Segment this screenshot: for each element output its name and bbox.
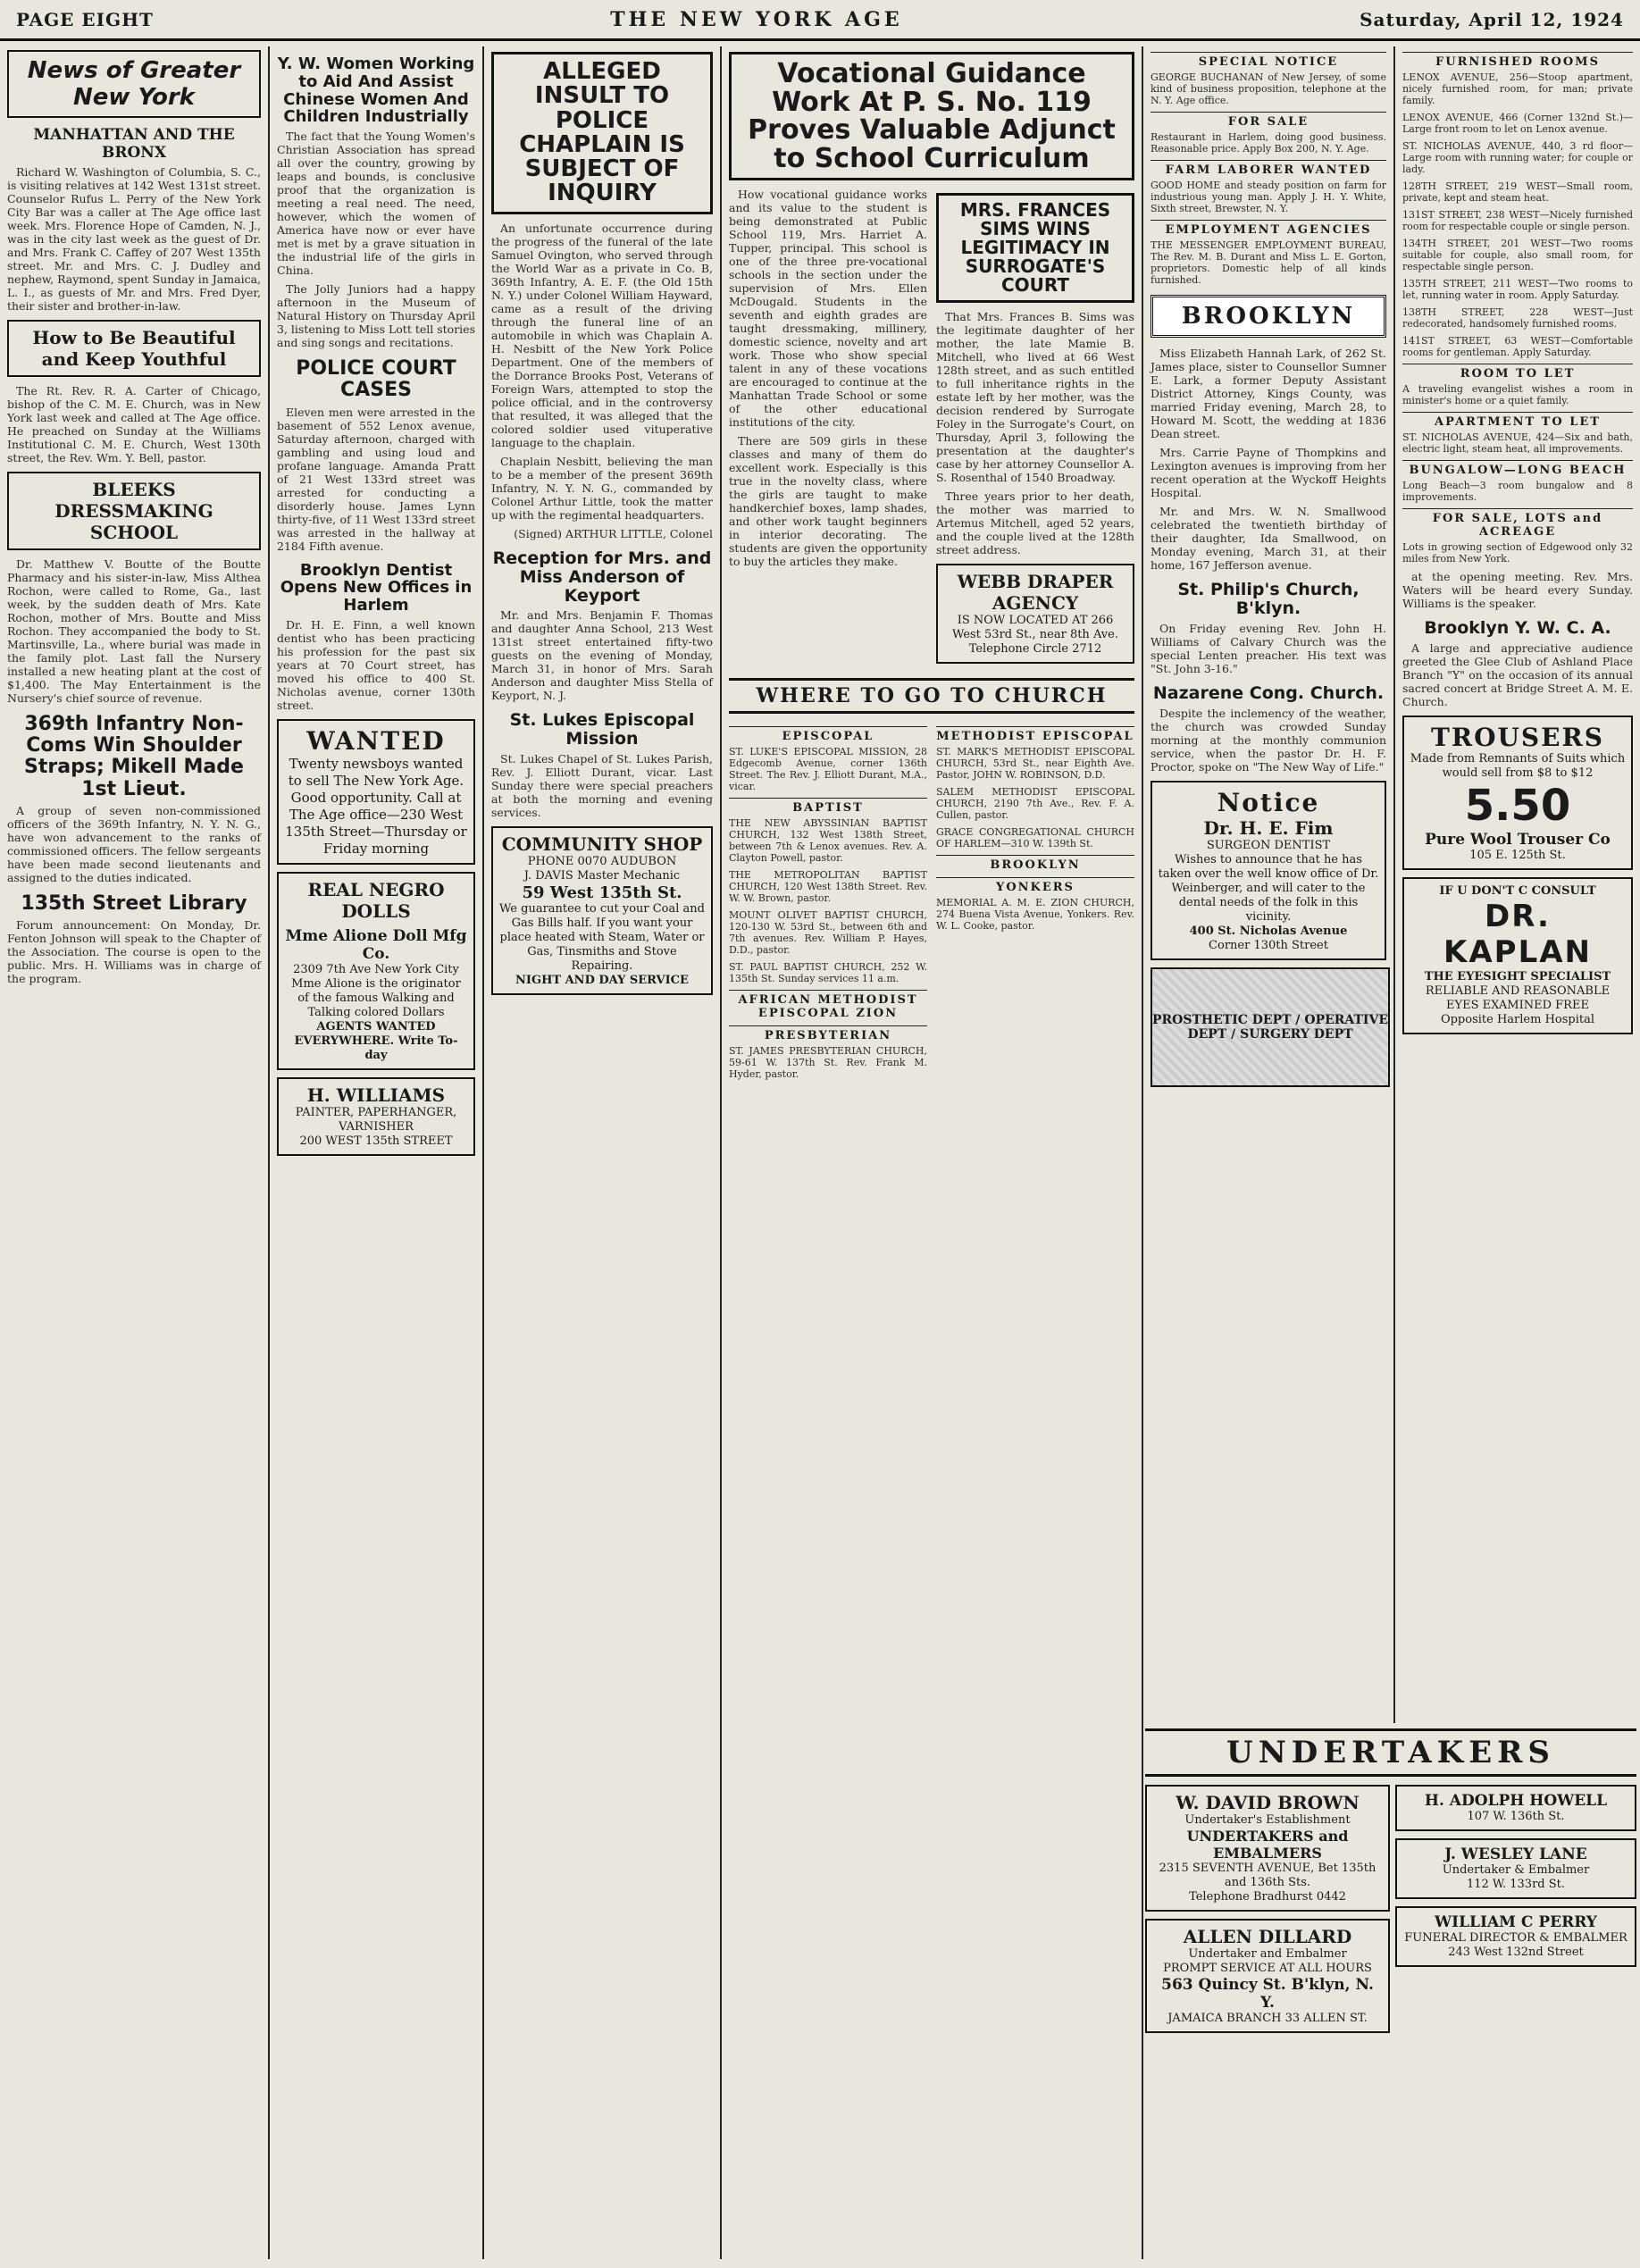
article-headline: Y. W. Women Working to Aid And Assist Chinese Women And Children Industrially <box>277 54 475 127</box>
category-heading: PRESBYTERIAN <box>729 1025 927 1042</box>
headline-box <box>936 193 1134 303</box>
ad-owner: J. DAVIS Master Mechanic <box>523 869 681 883</box>
ad-address: 2315 SEVENTH AVENUE, Bet 135th and 136th Sts. <box>1159 1862 1376 1889</box>
church-entry: ST. JAMES PRESBYTERIAN CHURCH, 59-61 W. 137th St. Rev. Frank M. Hyder, pastor. <box>729 1045 927 1080</box>
category-heading: METHODIST EPISCOPAL <box>936 726 1134 743</box>
article-text: A large and appreciative audience greeted the Glee Club of Ashland Place Branch "Y" on the occasion of its annual sacred concert at Bridge Street A. M. E. Church. <box>1402 640 1633 708</box>
classified-entry: Restaurant in Harlem, doing good business. Reasonable price. Apply Box 200, N. Y. Age. <box>1151 131 1386 155</box>
classified-entry: ST. NICHOLAS AVENUE, 424—Six and bath, electric light, steam heat, all improvements. <box>1402 431 1633 455</box>
ad-text: Mme Alione is the originator of the famous Walking and Talking colored Dollars <box>291 976 461 1019</box>
ad-title: Notice <box>1217 787 1320 817</box>
ad-name: Pure Wool Trouser Co <box>1425 830 1611 849</box>
ad-text: Twenty newsboys wanted to sell The New York Age. Good opportunity. Call at The Age office—230 West 135th Street—Thursday or Friday morning <box>285 755 467 857</box>
classified-heading: FURNISHED ROOMS <box>1402 52 1633 69</box>
church-entry: THE METROPOLITAN BAPTIST CHURCH, 120 West 138th Street. Rev. W. W. Brown, pastor. <box>729 869 927 904</box>
undertakers-banner: UNDERTAKERS <box>1145 1728 1636 1777</box>
ad-name: Dr. H. E. Fim <box>1203 816 1334 839</box>
ad-name: COMMUNITY SHOP <box>501 833 703 856</box>
signature: (Signed) ARTHUR LITTLE, Colonel <box>514 526 713 540</box>
church-entry: MEMORIAL A. M. E. ZION CHURCH, 274 Buena Vista Avenue, Yonkers. Rev. W. L. Cooke, pastor. <box>936 897 1134 932</box>
category-heading: AFRICAN METHODIST EPISCOPAL ZION <box>729 990 927 1020</box>
article-text: Dr. Matthew V. Boutte of the Boutte Pharmacy and his sister-in-law, Miss Althea Rochon, were called to Rome, Ga., last week, by the sudden death of Mrs. Kate Rochon, mother of Mrs. Boutte and Miss Rochon. They accompanied the body to St. Martinsville, La., where burial was made in the family plot. Last fall the Nursery installed a new heating plant at the cost of $1,400. The May Entertainment is the Nursery's chief source of revenue. <box>7 557 261 706</box>
ad-address: 112 W. 133rd St. <box>1466 1878 1566 1891</box>
church-entry: MOUNT OLIVET BAPTIST CHURCH, 120-130 W. 53rd St., between 6th and 7th avenues. Rev. William P. Hayes, D.D., pastor. <box>729 909 927 956</box>
category-heading: EPISCOPAL <box>729 726 927 743</box>
dressmaking-ad <box>7 472 261 550</box>
church-entry: ST. LUKE'S EPISCOPAL MISSION, 28 Edgecomb Avenue, corner 136th Street. The Rev. J. Elliott Durant, M.A., vicar. <box>729 746 927 792</box>
classified-heading: FARM LABORER WANTED <box>1151 160 1386 177</box>
ad-text: Wishes to announce that he has taken over the well know office of Dr. Weinberger, and will cater to the dental needs of the folk in this vicinity. <box>1158 852 1379 924</box>
ad-subtitle: SURGEON DENTIST <box>1206 838 1331 852</box>
ad-address: 107 W. 136th St. <box>1467 1810 1565 1823</box>
newspaper-title: THE NEW YORK AGE <box>610 7 903 31</box>
article-headline: Reception for Mrs. and Miss Anderson of Keyport <box>492 548 712 606</box>
ad-address: 59 West 135th St. <box>522 883 682 903</box>
ad-company: Mme Alione Doll Mfg Co. <box>285 926 467 963</box>
classified-entry: 131ST STREET, 238 WEST—Nicely furnished room for respectable couple or single person. <box>1402 209 1633 232</box>
classified-entry: THE MESSENGER EMPLOYMENT BUREAU, The Rev. M. B. Durant and Miss L. E. Gorton, proprietors. Domestic help of all kinds furnished. <box>1151 239 1386 286</box>
classified-heading: FOR SALE, LOTS and ACREAGE <box>1402 508 1633 539</box>
article-text: Dr. H. E. Finn, a well known dentist who has been practicing his profession for the past six years at 70 Court street, has moved his office to 400 St. Nicholas avenue, corner 130th street. <box>277 617 475 712</box>
beauty-ad <box>7 320 261 377</box>
masthead <box>0 0 1640 41</box>
ad-line: Undertaker and Embalmer <box>1188 1947 1347 1961</box>
ad-name: ALLEN DILLARD <box>1183 1926 1352 1947</box>
article-text: The Rt. Rev. R. A. Carter of Chicago, bishop of the C. M. E. Church, was in New York last week and called at The Age office. He preached on Sunday at the Williams Institutional C. M. E. Church, West 130th street, the Rev. Wm. Y. Bell, pastor. <box>7 384 261 465</box>
ad-text: Made from Remnants of Suits which would sell from $8 to $12 <box>1410 751 1626 780</box>
column-4 <box>722 46 1142 2259</box>
classified-entry: LENOX AVENUE, 256—Stoop apartment, nicely furnished room, for man; private family. <box>1402 71 1633 106</box>
webb-ad <box>936 564 1134 664</box>
ad-name: WILLIAM C PERRY <box>1435 1913 1597 1931</box>
ad-sub: PROMPT SERVICE AT ALL HOURS <box>1163 1962 1372 1975</box>
classified-entry: LENOX AVENUE, 466 (Corner 132nd St.)—Large front room to let on Lenox avenue. <box>1402 112 1633 135</box>
article-text: There are 509 girls in these classes and many of them do excellent work. Especially is this true in the novelty class, where the girls are taught to make handkerchief boxes, lamp shades, and other work taught beginners in interior decorating. The students are given the opportunity to buy the articles they make. <box>729 434 927 568</box>
ad-text: PROSTHETIC DEPT / OPERATIVE DEPT / SURGERY DEPT <box>1152 1012 1389 1042</box>
article-headline: ALLEGED INSULT TO POLICE CHAPLAIN IS SUBJECT OF INQUIRY <box>519 58 685 207</box>
category-heading: BROOKLYN <box>936 855 1134 872</box>
church-entry: ST. MARK'S METHODIST EPISCOPAL CHURCH, 53rd St., near Eighth Ave. Pastor, JOHN W. ROBINSON, D.D. <box>936 746 1134 781</box>
dolls-ad <box>277 872 475 1070</box>
classified-entry: ST. NICHOLAS AVENUE, 440, 3 rd floor—Large room with running water; for couple or lady. <box>1402 140 1633 175</box>
article-headline: St. Lukes Episcopal Mission <box>509 710 695 749</box>
ad-line: Undertaker & Embalmer <box>1442 1863 1590 1877</box>
classified-entry: 141ST STREET, 63 WEST—Comfortable rooms for gentleman. Apply Saturday. <box>1402 335 1633 358</box>
community-shop-ad <box>491 826 713 995</box>
subcolumn-right <box>936 188 1134 671</box>
ad-title: TROUSERS <box>1431 722 1604 752</box>
trousers-ad <box>1402 716 1633 870</box>
article-text: An unfortunate occurrence during the progress of the funeral of the late Samuel Ovington, who served through the World War as a private in Co. B, 369th Infantry, A. E. F. (the Old 15th N. Y.) under Colonel William Hayward, came as a result of the driving through the funeral line of an automobile in which was Chaplain A. H. Nesbitt of the New York Police Department. One of the members of the Dorrance Brooks Post, Veterans of Foreign Wars, attempted to stop the police official, and in the controversy that resulted, it was alleged that the colored soldier used vituperative language to the chaplain. <box>491 221 713 449</box>
article-text: The fact that the Young Women's Christian Association has spread all over the country, growing by leaps and bounds, is conclusive proof that the organization is meeting a real need. The need, however, which the women of America have now or ever have met is met by a grave situation in the industrial life of the girls in China. <box>277 130 475 278</box>
article-text: Miss Elizabeth Hannah Lark, of 262 St. James place, sister to Counsellor Sumner E. Lark, a former Deputy Assistant District Attorney, Kings County, was married Friday evening, March 28, to Howard M. Scott, the wedding at 1836 Dean street. <box>1151 347 1386 440</box>
ad-title: How to Be Beautiful and Keep Youthful <box>32 327 236 371</box>
column-1 <box>0 46 268 2259</box>
classified-heading: BUNGALOW—LONG BEACH <box>1402 460 1633 477</box>
column-3 <box>484 46 720 2259</box>
article-text: That Mrs. Frances B. Sims was the legitimate daughter of her mother, the late Mamie B. Mitchell, who lived at 66 West 128th street, and as such entitled to full inheritance rights in the estate left by her mother, was the decision rendered by Surrogate Foley in the Surrogate's Court, on Thursday, April 3, following the presentation at the daughter's case by her attorney Counsellor A. S. Rosenthal of 1540 Broadway. <box>936 310 1134 484</box>
classified-entry: A traveling evangelist wishes a room in minister's home or a quiet family. <box>1402 383 1633 406</box>
ad-corner: Corner 130th Street <box>1209 938 1328 952</box>
classified-heading: APARTMENT TO LET <box>1402 412 1633 429</box>
ad-title: BLEEKS DRESSMAKING SCHOOL <box>54 479 213 544</box>
church-col-right <box>936 721 1134 1085</box>
article-text: Richard W. Washington of Columbia, S. C., is visiting relatives at 142 West 131st street. Counselor Rufus L. Perry of the New York City Bar was a caller at The Age office last week. Mrs. Florence Hope of Camden, N. J., was in the city last week as the guest of Dr. and Mrs. Frank C. Caffey of 207 West 135th street. Mr. and Mrs. C. J. Dudley and nephew, Raymond, spent Sunday in Jamaica, L. I., as guests of Mr. and Mrs. Fred Dyer, their sister and brother-in-law. <box>7 165 261 314</box>
classified-entry: 138TH STREET, 228 WEST—Just redecorated, handsomely furnished rooms. <box>1402 306 1633 330</box>
ad-top: IF U DON'T C CONSULT <box>1439 883 1596 898</box>
subsection-title: MANHATTAN AND THE BRONX <box>33 126 235 162</box>
article-text: Chaplain Nesbitt, believing the man to be a member of the present 369th Infantry, N. Y. N. G., commanded by Colonel Arthur Little, took the matter up with the regimental headquarters. <box>491 454 713 522</box>
issue-date: Saturday, April 12, 1924 <box>1360 8 1624 30</box>
painter-ad <box>277 1077 475 1156</box>
classified-heading: SPECIAL NOTICE <box>1151 52 1386 69</box>
article-text: St. Lukes Chapel of St. Lukes Parish, Rev. J. Elliott Durant, vicar. Last Sunday there were special preachers at both the morning and evening services. <box>491 752 713 820</box>
classified-entry: GOOD HOME and steady position on farm for industrious young man. Apply J. H. Y. White, Sixth street, Brewster, N. Y. <box>1151 180 1386 214</box>
classified-entry: 134TH STREET, 201 WEST—Two rooms suitable for couple, also small room, for respectable single person. <box>1402 238 1633 272</box>
dentist-notice-ad <box>1151 781 1386 960</box>
page-number: PAGE EIGHT <box>16 8 154 30</box>
headline-box <box>491 52 713 214</box>
church-entry: ST. PAUL BAPTIST CHURCH, 252 W. 135th St. Sunday services 11 a.m. <box>729 961 927 984</box>
perry-ad <box>1395 1906 1636 1967</box>
ad-title: WANTED <box>306 725 446 756</box>
church-directory-title: WHERE TO GO TO CHURCH <box>729 678 1134 714</box>
classified-entry: 128TH STREET, 219 WEST—Small room, private, kept and steam heat. <box>1402 180 1633 204</box>
undertakers-left <box>1145 1778 1390 2040</box>
article-headline: St. Philip's Church, B'klyn. <box>1177 580 1360 618</box>
ad-address: 105 E. 125th St. <box>1469 848 1566 862</box>
ad-phone: Telephone Circle 2712 <box>968 642 1102 656</box>
kaplan-ad <box>1402 877 1633 1034</box>
article-text: at the opening meeting. Rev. Mrs. Waters will be heard every Sunday. Williams is the speaker. <box>1402 570 1633 610</box>
dental-office-ad-image <box>1151 967 1390 1087</box>
article-headline: Brooklyn Y. W. C. A. <box>1424 618 1611 638</box>
article-headline: Brooklyn Dentist Opens New Offices in Harlem <box>280 560 473 615</box>
ad-name: H. WILLIAMS <box>306 1084 446 1106</box>
category-heading: BAPTIST <box>729 798 927 815</box>
article-text: Mr. and Mrs. W. N. Smallwood celebrated the twentieth birthday of their daughter, Ida Smallwood, on Monday evening, March 31, at their home, 167 Jefferson avenue. <box>1151 505 1386 572</box>
ad-footer: NIGHT AND DAY SERVICE <box>515 974 689 988</box>
classified-entry: 135TH STREET, 211 WEST—Two rooms to let, running water in room. Apply Saturday. <box>1402 278 1633 301</box>
ad-address: 400 St. Nicholas Avenue <box>1189 924 1348 938</box>
church-directory <box>729 721 1134 1085</box>
article-text: Three years prior to her death, the mother was married to Artemus Mitchell, aged 52 years, and the couple lived at the 128th street address. <box>936 490 1134 557</box>
ad-footer: AGENTS WANTED EVERYWHERE. Write To-day <box>294 1019 458 1062</box>
dillard-ad <box>1145 1919 1390 2033</box>
ad-phone: Telephone Bradhurst 0442 <box>1189 1890 1346 1904</box>
ad-line: FUNERAL DIRECTOR & EMBALMER <box>1404 1931 1627 1945</box>
ad-line: IS NOW LOCATED AT 266 West 53rd St., near 8th Ave. <box>952 614 1118 641</box>
ad-address: 2309 7th Ave New York City <box>293 962 459 976</box>
headline-box <box>729 52 1134 180</box>
lane-ad <box>1395 1838 1636 1899</box>
column-2 <box>270 46 482 2259</box>
article-text: How vocational guidance works and its value to the student is being demonstrated at Public School 119, Mrs. Harriet A. Tupper, principal. This school is one of the three pre-vocational schools in the section under the supervision of Mrs. Ellen McDougald. Students in the seventh and eighth grades are taught dressmaking, millinery, domestic science, novelty and art work. Those who show special talent in any of these vocations are encouraged to continue at the Manhattan Trade School or some of the other educational institutions of the city. <box>729 188 927 429</box>
howell-ad <box>1395 1785 1636 1831</box>
church-entry: SALEM METHODIST EPISCOPAL CHURCH, 2190 7th Ave., Rev. F. A. Cullen, pastor. <box>936 786 1134 821</box>
ad-name: DR. KAPLAN <box>1443 898 1592 970</box>
ad-address: 243 West 132nd Street <box>1448 1946 1584 1959</box>
article-headline: 135th Street Library <box>21 891 247 915</box>
article-text: The Jolly Juniors had a happy afternoon in the Museum of Natural History on Thursday April 3, listening to Miss Lott tell stories and sing songs and recitations. <box>277 282 475 350</box>
ad-price: 5.50 <box>1464 780 1571 831</box>
ad-subtitle: THE EYESIGHT SPECIALIST <box>1424 969 1611 983</box>
article-text: A group of seven non-commissioned officers of the 369th Infantry, N. Y. N. G., have won advancement to the ranks of commissioned officers. The fellow sergeants have been made second lieutenants and assigned to the duties indicated. <box>7 803 261 884</box>
ad-sub: UNDERTAKERS and EMBALMERS <box>1186 1828 1349 1862</box>
article-text: Eleven men were arrested in the basement of 552 Lenox avenue, Saturday afternoon, charged with gambling and using loud and profane language. Amanda Pratt of 21 West 133rd street was arrested for conducting a disorderly house. James Lynn thirty-five, of 11 West 133rd street was arrested in the hallway at 2184 Fifth avenue. <box>277 405 475 553</box>
subcolumn-left <box>729 188 927 671</box>
brown-ad <box>1145 1785 1390 1912</box>
wanted-ad <box>277 719 475 865</box>
ad-phone: PHONE 0070 AUDUBON <box>527 855 677 869</box>
classified-heading: EMPLOYMENT AGENCIES <box>1151 220 1386 237</box>
ad-name: H. ADOLPH HOWELL <box>1424 1792 1608 1810</box>
classified-heading: FOR SALE <box>1151 112 1386 129</box>
article-headline: POLICE COURT CASES <box>296 357 456 402</box>
undertakers-right <box>1395 1778 1636 1974</box>
ad-title: REAL NEGRO DOLLS <box>307 878 445 922</box>
ad-name: W. DAVID BROWN <box>1176 1792 1360 1813</box>
two-col-body <box>729 188 1134 671</box>
ad-address: 563 Quincy St. B'klyn, N. Y. <box>1161 1976 1374 2012</box>
church-entry: THE NEW ABYSSINIAN BAPTIST CHURCH, 132 West 138th Street, between 7th & Lenox avenues. Rev. A. Clayton Powell, pastor. <box>729 817 927 864</box>
article-headline: MRS. FRANCES SIMS WINS LEGITIMACY IN SURROGATE'S COURT <box>959 199 1111 296</box>
classified-entry: Lots in growing section of Edgewood only 32 miles from New York. <box>1402 541 1633 565</box>
ad-text: We guarantee to cut your Coal and Gas Bills half. If you want your place heated with Steam, Water or Gas, Tinsmiths and Stove Repairing. <box>499 902 705 974</box>
section-title: News of Greater New York <box>7 50 261 118</box>
article-text: On Friday evening Rev. John H. Williams of Calvary Church was the special Lenten preacher. His text was "St. John 3-16." <box>1151 621 1386 675</box>
article-headline: Nazarene Cong. Church. <box>1152 682 1385 703</box>
ad-name: J. WESLEY LANE <box>1444 1845 1587 1863</box>
ad-line: Undertaker's Establishment <box>1184 1813 1351 1827</box>
category-heading: YONKERS <box>936 877 1134 894</box>
church-col-left <box>729 721 927 1085</box>
classified-entry: GEORGE BUCHANAN of New Jersey, of some kind of business proposition, telephone at the N. Y. Age office. <box>1151 71 1386 106</box>
article-headline: 369th Infantry Non-Coms Win Shoulder Straps; Mikell Made 1st Lieut. <box>24 713 244 800</box>
ad-branch: JAMAICA BRANCH 33 ALLEN ST. <box>1167 2012 1368 2025</box>
ad-address: Opposite Harlem Hospital <box>1440 1012 1595 1026</box>
article-text: Mrs. Carrie Payne of Thompkins and Lexington avenues is improving from her recent operation at the Wyckoff Heights Hospital. <box>1151 446 1386 499</box>
church-entry: GRACE CONGREGATIONAL CHURCH OF HARLEM—310 W. 139th St. <box>936 826 1134 849</box>
classified-entry: Long Beach—3 room bungalow and 8 improvements. <box>1402 480 1633 503</box>
classified-heading: ROOM TO LET <box>1402 364 1633 381</box>
ad-address: 200 WEST 135th STREET <box>299 1134 453 1148</box>
ad-text: RELIABLE AND REASONABLE EYES EXAMINED FREE <box>1425 983 1611 1012</box>
article-text: Forum announcement: On Monday, Dr. Fenton Johnson will speak to the Chapter of the Association. The course is open to the public. Mrs. H. Williams was in charge of the program. <box>7 918 261 986</box>
ad-name: WEBB DRAPER AGENCY <box>957 571 1114 614</box>
article-text: Mr. and Mrs. Benjamin F. Thomas and daughter Anna School, 213 West 131st street entertained fifty-two guests on the evening of Monday, March 31, in honor of Mrs. Sarah Anderson and daughter Miss Stella of Keyport, N. J. <box>491 608 713 703</box>
ad-line: PAINTER, PAPERHANGER, VARNISHER <box>295 1105 457 1134</box>
brooklyn-banner: BROOKLYN <box>1151 295 1386 338</box>
article-headline: Vocational Guidance Work At P. S. No. 119 Proves Valuable Adjunct to School Curriculum <box>748 58 1116 174</box>
article-text: Despite the inclemency of the weather, the church was crowded Sunday morning at the monthly communion service, when the pastor Dr. H. F. Proctor, spoke on "The New Way of Life." <box>1151 706 1386 774</box>
